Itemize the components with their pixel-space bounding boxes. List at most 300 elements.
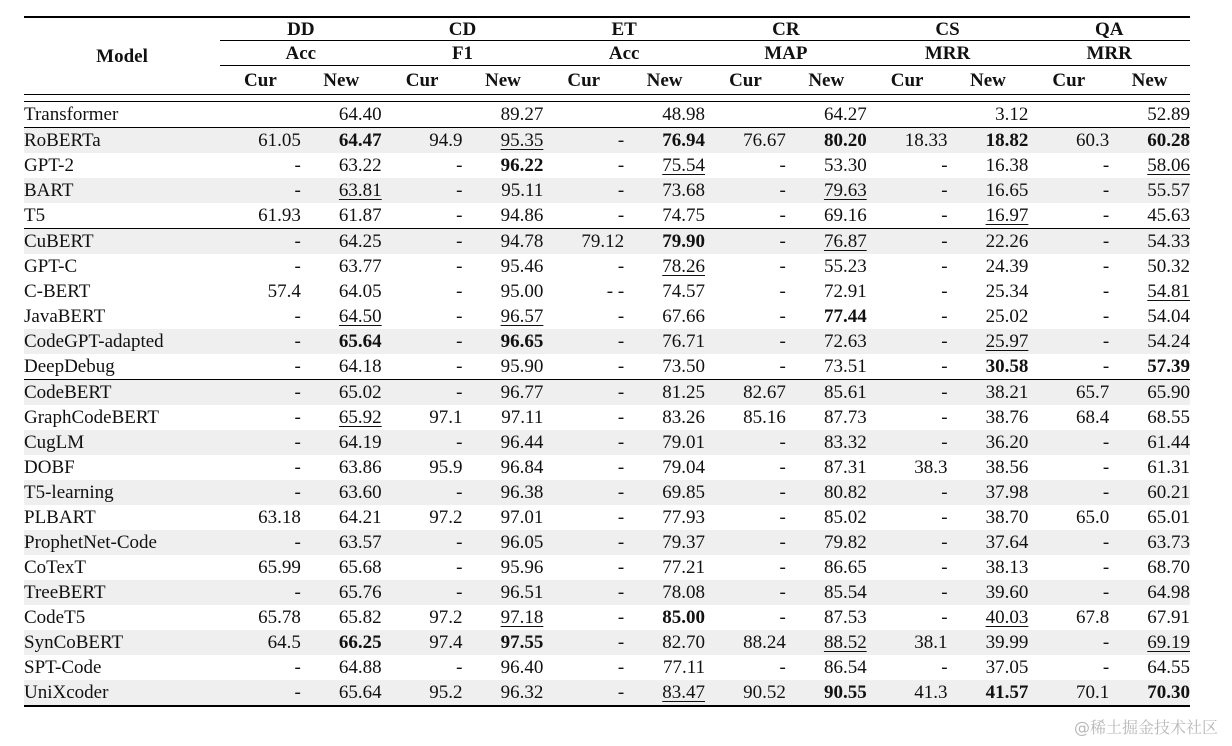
cur-value-cell: [543, 229, 624, 255]
value-text: 68.4: [1075, 407, 1110, 428]
value-text: -: [617, 432, 625, 453]
cur-value-cell: [705, 505, 786, 530]
value-text: -: [617, 205, 625, 226]
cur-value-cell: [543, 279, 624, 304]
new-value-cell: [463, 354, 544, 380]
cur-value-cell: [543, 380, 624, 406]
new-value-cell: [1109, 630, 1190, 655]
cur-value-cell: [1028, 530, 1109, 555]
cur-value-cell: [1028, 279, 1109, 304]
value-text: -: [1102, 557, 1110, 578]
new-value-cell: [1109, 605, 1190, 630]
value-text: 50.32: [1147, 256, 1191, 277]
value-text: -: [456, 432, 463, 453]
table-row: [24, 655, 1190, 680]
new-value-cell: [1109, 505, 1190, 530]
value-text: -: [779, 205, 786, 226]
new-value-cell: [948, 655, 1029, 680]
table-row: [24, 605, 1190, 630]
value-text: -: [941, 281, 948, 302]
value-text: 77.93: [662, 507, 706, 528]
value-text: 76.71: [662, 331, 706, 352]
value-text: 96.32: [500, 682, 544, 703]
new-value-cell: [624, 279, 705, 304]
cur-value-cell: [1028, 329, 1109, 354]
model-name-cell: SynCoBERT: [24, 630, 220, 655]
value-text: 79.12: [581, 231, 625, 252]
value-text: 54.04: [1147, 306, 1191, 327]
new-value-cell: [786, 254, 867, 279]
value-text: 64.19: [338, 432, 382, 453]
value-text: 61.93: [258, 205, 301, 226]
value-text: -: [617, 632, 625, 653]
new-value-cell: [1109, 128, 1190, 154]
cur-value-cell: [382, 254, 463, 279]
new-value-cell: [624, 329, 705, 354]
new-value-cell: [624, 254, 705, 279]
value-text: -: [941, 306, 948, 327]
cur-value-cell: [382, 430, 463, 455]
value-text: -: [456, 382, 463, 403]
value-text: 39.60: [985, 582, 1029, 603]
cur-value-cell: [867, 530, 948, 555]
value-text: -: [1102, 657, 1110, 678]
cur-value-cell: [867, 329, 948, 354]
cur-value-cell: [220, 505, 301, 530]
value-text: -: [617, 682, 625, 703]
new-value-cell: [1109, 580, 1190, 605]
value-text: -: [941, 331, 948, 352]
value-text: -: [294, 407, 301, 428]
new-value-cell: [301, 430, 382, 455]
new-column-header: New: [463, 66, 544, 95]
model-name-cell: GPT-2: [24, 155, 74, 176]
value-text: -: [294, 682, 301, 703]
new-value-cell: [463, 254, 544, 279]
cur-value-cell: [382, 153, 463, 178]
cur-value-cell: [705, 354, 786, 380]
new-value-cell: [1109, 555, 1190, 580]
value-text: 40.03: [985, 607, 1029, 628]
value-text: -: [941, 507, 948, 528]
value-text: - -: [606, 281, 625, 302]
new-value-cell: [624, 605, 705, 630]
value-text: 88.24: [743, 632, 786, 653]
table-row: [24, 279, 1190, 304]
cur-value-cell: [543, 655, 624, 680]
cur-value-cell: [867, 630, 948, 655]
cur-value-cell: [1028, 630, 1109, 655]
value-text: -: [456, 356, 463, 377]
new-value-cell: [301, 405, 382, 430]
value-text: -: [294, 382, 301, 403]
new-value-cell: [463, 630, 544, 655]
value-text: 97.11: [501, 407, 544, 428]
new-value-cell: [786, 505, 867, 530]
new-value-cell: [301, 128, 382, 154]
value-text: -: [456, 532, 463, 553]
cur-value-cell: [382, 505, 463, 530]
new-value-cell: [1109, 279, 1190, 304]
new-value-cell: [624, 203, 705, 229]
cur-value-cell: [382, 102, 463, 128]
value-text: 78.26: [662, 256, 706, 277]
cur-value-cell: [705, 304, 786, 329]
new-value-cell: [463, 405, 544, 430]
new-value-cell: [463, 480, 544, 505]
value-text: 79.82: [823, 532, 867, 553]
value-text: 41.57: [985, 682, 1029, 703]
value-text: -: [294, 432, 301, 453]
cur-value-cell: [867, 655, 948, 680]
cur-value-cell: [867, 102, 948, 128]
value-text: -: [1102, 231, 1110, 252]
new-value-cell: [301, 605, 382, 630]
cur-value-cell: [220, 178, 301, 203]
value-text: 83.47: [662, 682, 706, 703]
value-text: 63.22: [338, 155, 382, 176]
cur-value-cell: [705, 555, 786, 580]
task-header: CD: [448, 18, 477, 40]
new-value-cell: [624, 455, 705, 480]
value-text: -: [1102, 281, 1110, 302]
value-text: 72.91: [823, 281, 867, 302]
cur-value-cell: [705, 405, 786, 430]
new-value-cell: [624, 680, 705, 706]
value-text: 90.55: [823, 682, 867, 703]
value-text: -: [779, 231, 786, 252]
cur-value-cell: [705, 279, 786, 304]
value-text: -: [1102, 532, 1110, 553]
cur-value-cell: [1028, 380, 1109, 406]
value-text: 87.31: [823, 457, 867, 478]
cur-value-cell: [543, 304, 624, 329]
value-text: -: [456, 582, 463, 603]
value-text: 80.82: [823, 482, 867, 503]
value-text: -: [779, 306, 786, 327]
new-value-cell: [948, 254, 1029, 279]
cur-value-cell: [382, 630, 463, 655]
value-text: 18.82: [985, 130, 1029, 151]
cur-value-cell: [220, 203, 301, 229]
value-text: -: [941, 657, 948, 678]
new-value-cell: [1109, 455, 1190, 480]
value-text: -: [294, 532, 301, 553]
new-value-cell: [463, 680, 544, 706]
new-value-cell: [301, 254, 382, 279]
value-text: 97.2: [429, 607, 463, 628]
new-value-cell: [1109, 329, 1190, 354]
value-text: -: [456, 281, 463, 302]
new-value-cell: [624, 505, 705, 530]
new-value-cell: [624, 430, 705, 455]
value-text: 96.65: [500, 331, 544, 352]
cur-value-cell: [705, 380, 786, 406]
table-header: [24, 17, 1190, 102]
value-text: -: [779, 607, 786, 628]
value-text: -: [779, 331, 786, 352]
value-text: 38.56: [985, 457, 1029, 478]
cur-value-cell: [543, 354, 624, 380]
value-text: 63.81: [338, 180, 382, 201]
cur-value-cell: [705, 329, 786, 354]
value-text: 66.25: [338, 632, 382, 653]
new-value-cell: [786, 655, 867, 680]
value-text: 65.82: [338, 607, 382, 628]
value-text: -: [779, 582, 786, 603]
value-text: 65.76: [338, 582, 382, 603]
cur-value-cell: [1028, 153, 1109, 178]
new-value-cell: [463, 153, 544, 178]
table-row: [24, 203, 1190, 229]
cur-value-cell: [382, 304, 463, 329]
cur-value-cell: [382, 680, 463, 706]
cur-value-cell: [867, 505, 948, 530]
value-text: 54.33: [1147, 231, 1191, 252]
cur-value-cell: [1028, 354, 1109, 380]
value-text: 57.4: [267, 281, 301, 302]
cur-value-cell: [382, 354, 463, 380]
metric-header: MRR: [867, 41, 1029, 66]
cur-value-cell: [705, 480, 786, 505]
value-text: 54.24: [1147, 331, 1191, 352]
cur-value-cell: [382, 279, 463, 304]
cur-value-cell: [382, 530, 463, 555]
new-value-cell: [301, 655, 382, 680]
new-value-cell: [301, 203, 382, 229]
value-text: 77.44: [823, 306, 867, 327]
new-value-cell: [786, 680, 867, 706]
cur-value-cell: [220, 354, 301, 380]
watermark: @稀土掘金技术社区: [1073, 718, 1218, 737]
cur-value-cell: [220, 655, 301, 680]
cur-value-cell: [867, 605, 948, 630]
new-value-cell: [786, 304, 867, 329]
new-value-cell: [786, 354, 867, 380]
new-value-cell: [463, 380, 544, 406]
cur-value-cell: [1028, 580, 1109, 605]
new-value-cell: [463, 455, 544, 480]
cur-value-cell: [543, 153, 624, 178]
value-text: 77.11: [662, 657, 706, 678]
value-text: -: [294, 306, 301, 327]
cur-value-cell: [867, 128, 948, 154]
new-value-cell: [463, 580, 544, 605]
cur-value-cell: [705, 203, 786, 229]
new-value-cell: [948, 102, 1029, 128]
value-text: 64.98: [1147, 582, 1191, 603]
new-value-cell: [948, 153, 1029, 178]
cur-value-cell: [1028, 480, 1109, 505]
value-text: -: [456, 180, 463, 201]
value-text: 53.30: [823, 155, 867, 176]
value-text: 70.30: [1147, 682, 1191, 703]
value-text: -: [294, 582, 301, 603]
value-text: 96.84: [500, 457, 544, 478]
value-text: -: [941, 607, 948, 628]
new-value-cell: [948, 229, 1029, 255]
new-value-cell: [624, 380, 705, 406]
new-value-cell: [463, 605, 544, 630]
table-row: [24, 354, 1190, 380]
value-text: 73.68: [662, 180, 706, 201]
task-header: ET: [611, 18, 637, 40]
value-text: 75.54: [662, 155, 706, 176]
new-column-header: New: [786, 66, 867, 95]
value-text: 48.98: [662, 104, 706, 125]
new-value-cell: [786, 128, 867, 154]
value-text: -: [617, 382, 625, 403]
cur-value-cell: [543, 530, 624, 555]
new-value-cell: [624, 555, 705, 580]
cur-value-cell: [705, 430, 786, 455]
new-value-cell: [786, 405, 867, 430]
cur-value-cell: [382, 580, 463, 605]
value-text: 68.70: [1147, 557, 1191, 578]
new-value-cell: [786, 605, 867, 630]
cur-value-cell: [220, 605, 301, 630]
value-text: 85.54: [823, 582, 867, 603]
value-text: 96.77: [500, 382, 544, 403]
value-text: 83.26: [662, 407, 706, 428]
value-text: -: [456, 155, 463, 176]
value-text: 64.88: [338, 657, 382, 678]
table-row: [24, 555, 1190, 580]
value-text: -: [456, 657, 463, 678]
table-row: [24, 405, 1190, 430]
value-text: 81.25: [662, 382, 706, 403]
model-column-header: Model: [96, 45, 148, 67]
value-text: 65.64: [338, 331, 382, 352]
table-row: [24, 455, 1190, 480]
value-text: -: [294, 457, 301, 478]
value-text: 96.40: [500, 657, 544, 678]
cur-value-cell: [867, 380, 948, 406]
cur-value-cell: [543, 329, 624, 354]
value-text: 97.01: [500, 507, 544, 528]
value-text: -: [941, 557, 948, 578]
value-text: 60.28: [1147, 130, 1191, 151]
value-text: 70.1: [1075, 682, 1110, 703]
metric-header: Acc: [543, 41, 705, 66]
new-value-cell: [624, 354, 705, 380]
value-text: -: [779, 557, 786, 578]
value-text: -: [941, 407, 948, 428]
new-value-cell: [624, 655, 705, 680]
new-value-cell: [1109, 153, 1190, 178]
cur-value-cell: [705, 254, 786, 279]
value-text: -: [1102, 155, 1110, 176]
value-text: -: [617, 256, 625, 277]
value-text: 64.5: [267, 632, 301, 653]
table-row: [24, 229, 1190, 255]
cur-value-cell: [1028, 128, 1109, 154]
value-text: 97.2: [429, 507, 463, 528]
value-text: 95.35: [500, 130, 544, 151]
cur-value-cell: [220, 229, 301, 255]
new-value-cell: [1109, 430, 1190, 455]
value-text: 64.21: [338, 507, 382, 528]
new-value-cell: [463, 102, 544, 128]
value-text: 74.75: [662, 205, 706, 226]
value-text: 30.58: [985, 356, 1029, 377]
value-text: 24.39: [985, 256, 1029, 277]
value-text: -: [294, 231, 301, 252]
model-name-cell: PLBART: [24, 507, 96, 528]
cur-value-cell: [1028, 229, 1109, 255]
new-value-cell: [1109, 480, 1190, 505]
table-row: [24, 580, 1190, 605]
new-value-cell: [301, 530, 382, 555]
cur-value-cell: [543, 254, 624, 279]
value-text: -: [617, 507, 625, 528]
value-text: -: [456, 331, 463, 352]
value-text: 60.3: [1075, 130, 1110, 151]
cur-value-cell: [382, 178, 463, 203]
value-text: 63.60: [338, 482, 382, 503]
value-text: 38.70: [985, 507, 1029, 528]
value-text: 69.85: [662, 482, 706, 503]
cur-value-cell: [543, 680, 624, 706]
task-header: QA: [1094, 18, 1124, 40]
cur-value-cell: [867, 203, 948, 229]
value-text: 88.52: [823, 632, 867, 653]
value-text: 76.94: [662, 130, 706, 151]
cur-value-cell: [1028, 178, 1109, 203]
value-text: 38.3: [914, 457, 948, 478]
new-value-cell: [463, 530, 544, 555]
value-text: 97.18: [500, 607, 544, 628]
value-text: 25.97: [985, 331, 1029, 352]
model-name-cell: CodeGPT-adapted: [24, 329, 220, 354]
cur-value-cell: [543, 430, 624, 455]
value-text: 95.90: [500, 356, 544, 377]
value-text: 61.44: [1147, 432, 1191, 453]
value-text: -: [617, 557, 625, 578]
value-text: 65.02: [338, 382, 382, 403]
cur-value-cell: [220, 430, 301, 455]
new-value-cell: [948, 380, 1029, 406]
value-text: 37.05: [985, 657, 1029, 678]
new-value-cell: [624, 229, 705, 255]
results-table: [24, 16, 1190, 707]
value-text: 64.40: [338, 104, 382, 125]
model-name-cell: CugLM: [24, 430, 220, 455]
cur-value-cell: [867, 430, 948, 455]
value-text: -: [1102, 256, 1110, 277]
model-name-cell: Transformer: [24, 102, 220, 128]
value-text: 94.86: [500, 205, 544, 226]
value-text: -: [779, 532, 786, 553]
new-value-cell: [301, 102, 382, 128]
new-value-cell: [948, 680, 1029, 706]
cur-value-cell: [220, 530, 301, 555]
code-adapted-group: [24, 229, 1190, 380]
model-name-cell: SPT-Code: [24, 657, 102, 678]
value-text: 16.38: [985, 155, 1029, 176]
new-value-cell: [1109, 203, 1190, 229]
cur-value-cell: [382, 128, 463, 154]
table-row: [24, 178, 1190, 203]
new-value-cell: [301, 229, 382, 255]
new-value-cell: [786, 630, 867, 655]
value-text: 97.4: [429, 632, 463, 653]
cur-value-cell: [382, 380, 463, 406]
new-value-cell: [786, 480, 867, 505]
new-value-cell: [948, 178, 1029, 203]
value-text: 37.98: [985, 482, 1029, 503]
metric-header: MAP: [705, 41, 867, 66]
